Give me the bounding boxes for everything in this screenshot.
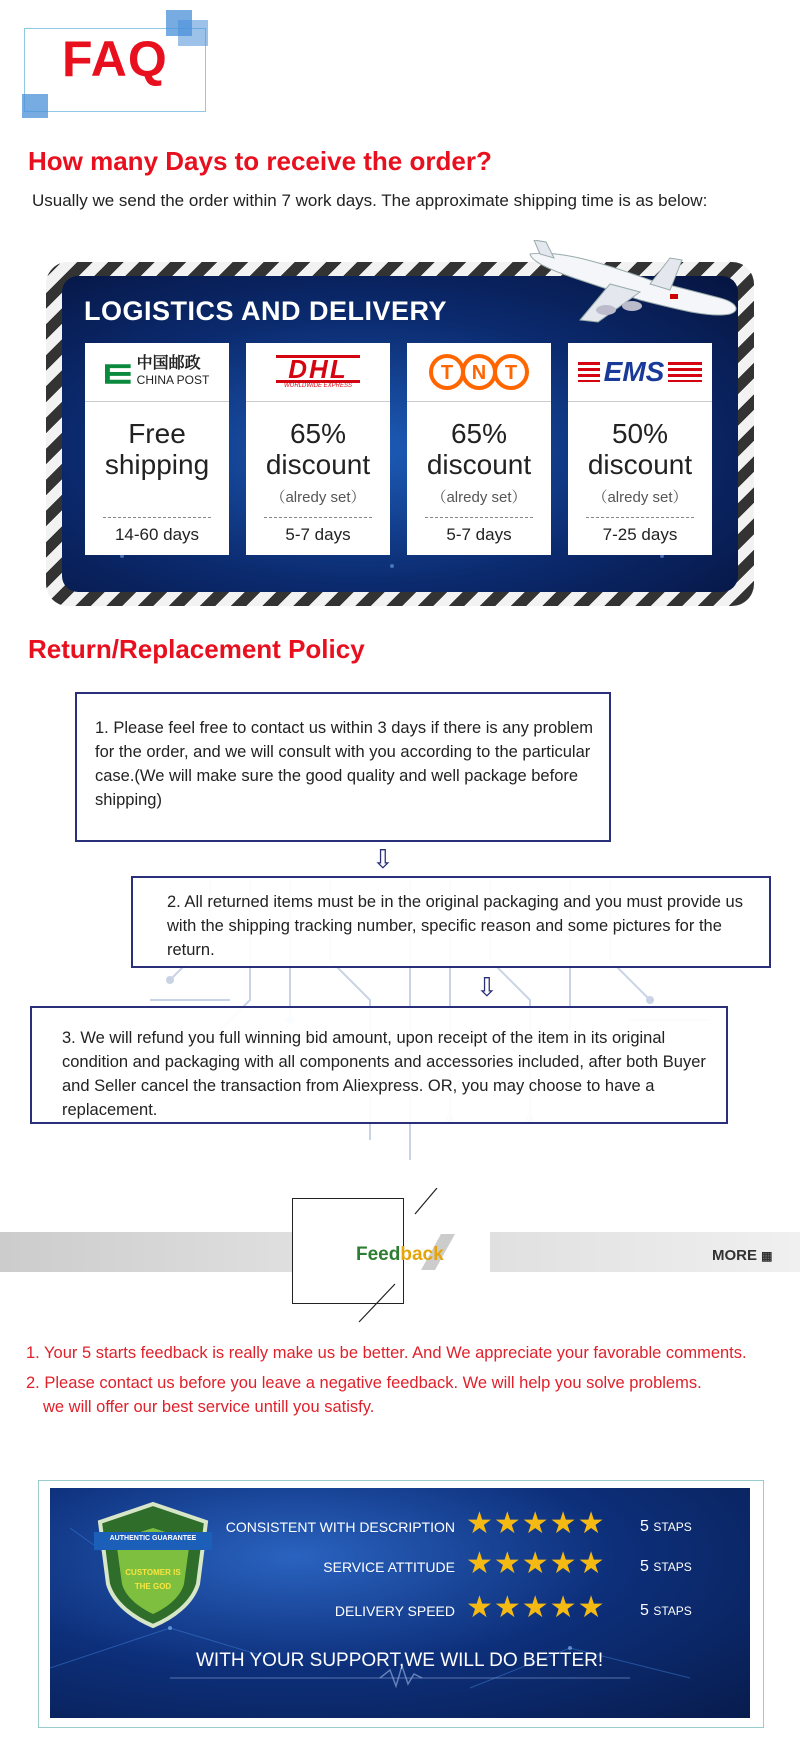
offer-line1: 50% xyxy=(611,418,669,449)
china-post-logo xyxy=(85,343,229,402)
feedback-band-left xyxy=(0,1232,340,1272)
feedback-title-b: back xyxy=(400,1244,444,1265)
airplane-icon xyxy=(520,240,750,340)
carrier-card-tnt xyxy=(407,343,551,555)
feedback-title xyxy=(356,1244,444,1266)
decor-square xyxy=(22,94,48,118)
offer-line1: 65% xyxy=(289,418,347,449)
china-post-en: CHINA POST xyxy=(136,373,210,387)
logistics-title: LOGISTICS AND DELIVERY xyxy=(84,296,448,326)
dhl-sub: WORLDWIDE EXPRESS xyxy=(283,383,352,389)
svg-text:T: T xyxy=(504,362,518,384)
dhl-wordmark: DHL xyxy=(276,355,359,383)
rating-unit: STAPS xyxy=(653,1520,692,1534)
badge-mid-text-2: THE GOD xyxy=(134,1582,172,1591)
faq-title: FAQ xyxy=(62,31,168,87)
carrier-card-china-post xyxy=(85,343,229,555)
offer-line2: discount xyxy=(265,449,371,480)
support-slogan: WITH YOUR SUPPORT,WE WILL DO BETTER! xyxy=(196,1650,604,1671)
returns-heading: Return/Replacement Policy xyxy=(28,634,365,664)
badge-mid-text-1: CUSTOMER IS xyxy=(125,1568,181,1577)
rating-label-1: CONSISTENT WITH DESCRIPTION xyxy=(225,1519,455,1535)
china-post-cn: 中国邮政 xyxy=(136,355,201,372)
offer-note: （alredy set） xyxy=(270,489,366,506)
offer-line2: discount xyxy=(587,449,693,480)
rating-label-3: DELIVERY SPEED xyxy=(334,1603,455,1619)
rating-number: 5 xyxy=(640,1602,649,1619)
feedback-note-3: we will offer our best service untill you satisfy. xyxy=(43,1398,375,1416)
return-step-2: 2. All returned items must be in the original packaging and you must provide us with the shipping tracking number, specific reason and some pictures for the return. xyxy=(131,876,771,968)
rating-stars-3 xyxy=(466,1590,605,1625)
offer-line1: Free xyxy=(128,418,186,449)
divider xyxy=(425,517,533,518)
star-icon: ★★★★★ xyxy=(466,1591,606,1624)
tnt-logo xyxy=(407,343,551,402)
rating-label-2: SERVICE ATTITUDE xyxy=(323,1559,455,1575)
rating-value-2 xyxy=(640,1558,692,1576)
star-icon: ★★★★★ xyxy=(466,1547,606,1580)
down-arrow-icon: ⇩ xyxy=(372,844,394,874)
feedback-note-1: 1. Your 5 starts feedback is really make us be better. And We appreciate your favorable comments. xyxy=(26,1344,747,1362)
delivery-days: 5-7 days xyxy=(446,525,512,544)
offer-line1: 65% xyxy=(450,418,508,449)
tnt-logo-icon xyxy=(429,352,529,392)
star-icon: ★★★★★ xyxy=(466,1507,606,1540)
offer-note: （alredy set） xyxy=(592,489,688,506)
carrier-card-dhl xyxy=(246,343,390,555)
feedback-title-a: Feed xyxy=(356,1244,401,1265)
rating-unit: STAPS xyxy=(653,1560,692,1574)
dhl-logo xyxy=(246,343,390,402)
rating-unit: STAPS xyxy=(653,1604,692,1618)
shipping-intro: Usually we send the order within 7 work days. The approximate shipping time is as below: xyxy=(32,191,708,210)
more-link[interactable] xyxy=(712,1247,773,1264)
ems-wordmark: EMS xyxy=(603,356,665,387)
rating-value-1 xyxy=(640,1518,692,1536)
delivery-days: 7-25 days xyxy=(602,525,678,544)
badge-top-text: AUTHENTIC GUARANTEE xyxy=(109,1535,197,1542)
shield-badge-icon xyxy=(94,1500,212,1630)
return-step-3: 3. We will refund you full winning bid amount, upon receipt of the item in its original condition and packaging with all components and accessories included, after both Buyer and Seller cancel the transaction from Aliexpress. OR, you may choose to have a replacement. xyxy=(30,1006,728,1124)
rating-number: 5 xyxy=(640,1518,649,1535)
offer-line2: shipping xyxy=(104,449,210,480)
rating-stars-2 xyxy=(466,1546,605,1581)
more-label: MORE xyxy=(712,1247,757,1264)
shipping-heading: How many Days to receive the order? xyxy=(28,146,492,176)
rating-value-3 xyxy=(640,1602,692,1620)
divider xyxy=(103,517,211,518)
delivery-days: 5-7 days xyxy=(285,525,351,544)
offer-note: （alredy set） xyxy=(431,489,527,506)
ems-stripes-icon xyxy=(668,362,702,382)
divider xyxy=(586,517,694,518)
ems-stripes-icon xyxy=(578,362,600,382)
decor-square xyxy=(178,20,208,46)
feedback-note-2: 2. Please contact us before you leave a negative feedback. We will help you solve problems. xyxy=(26,1374,702,1392)
svg-text:T: T xyxy=(440,362,454,384)
delivery-days: 14-60 days xyxy=(114,525,200,544)
carrier-card-ems xyxy=(568,343,712,555)
svg-text:N: N xyxy=(471,362,487,384)
grid-icon: ▦ xyxy=(761,1249,773,1263)
offer-line2: discount xyxy=(426,449,532,480)
rating-stars-1 xyxy=(466,1506,605,1541)
ems-logo xyxy=(568,343,712,402)
rating-number: 5 xyxy=(640,1558,649,1575)
china-post-icon xyxy=(105,359,131,385)
return-step-1: 1. Please feel free to contact us within 3 days if there is any problem for the order, and we will consult with you according to the particular case.(We will make sure the good quality and well package before shipping) xyxy=(75,692,611,842)
divider xyxy=(264,517,372,518)
down-arrow-icon: ⇩ xyxy=(476,972,498,1002)
